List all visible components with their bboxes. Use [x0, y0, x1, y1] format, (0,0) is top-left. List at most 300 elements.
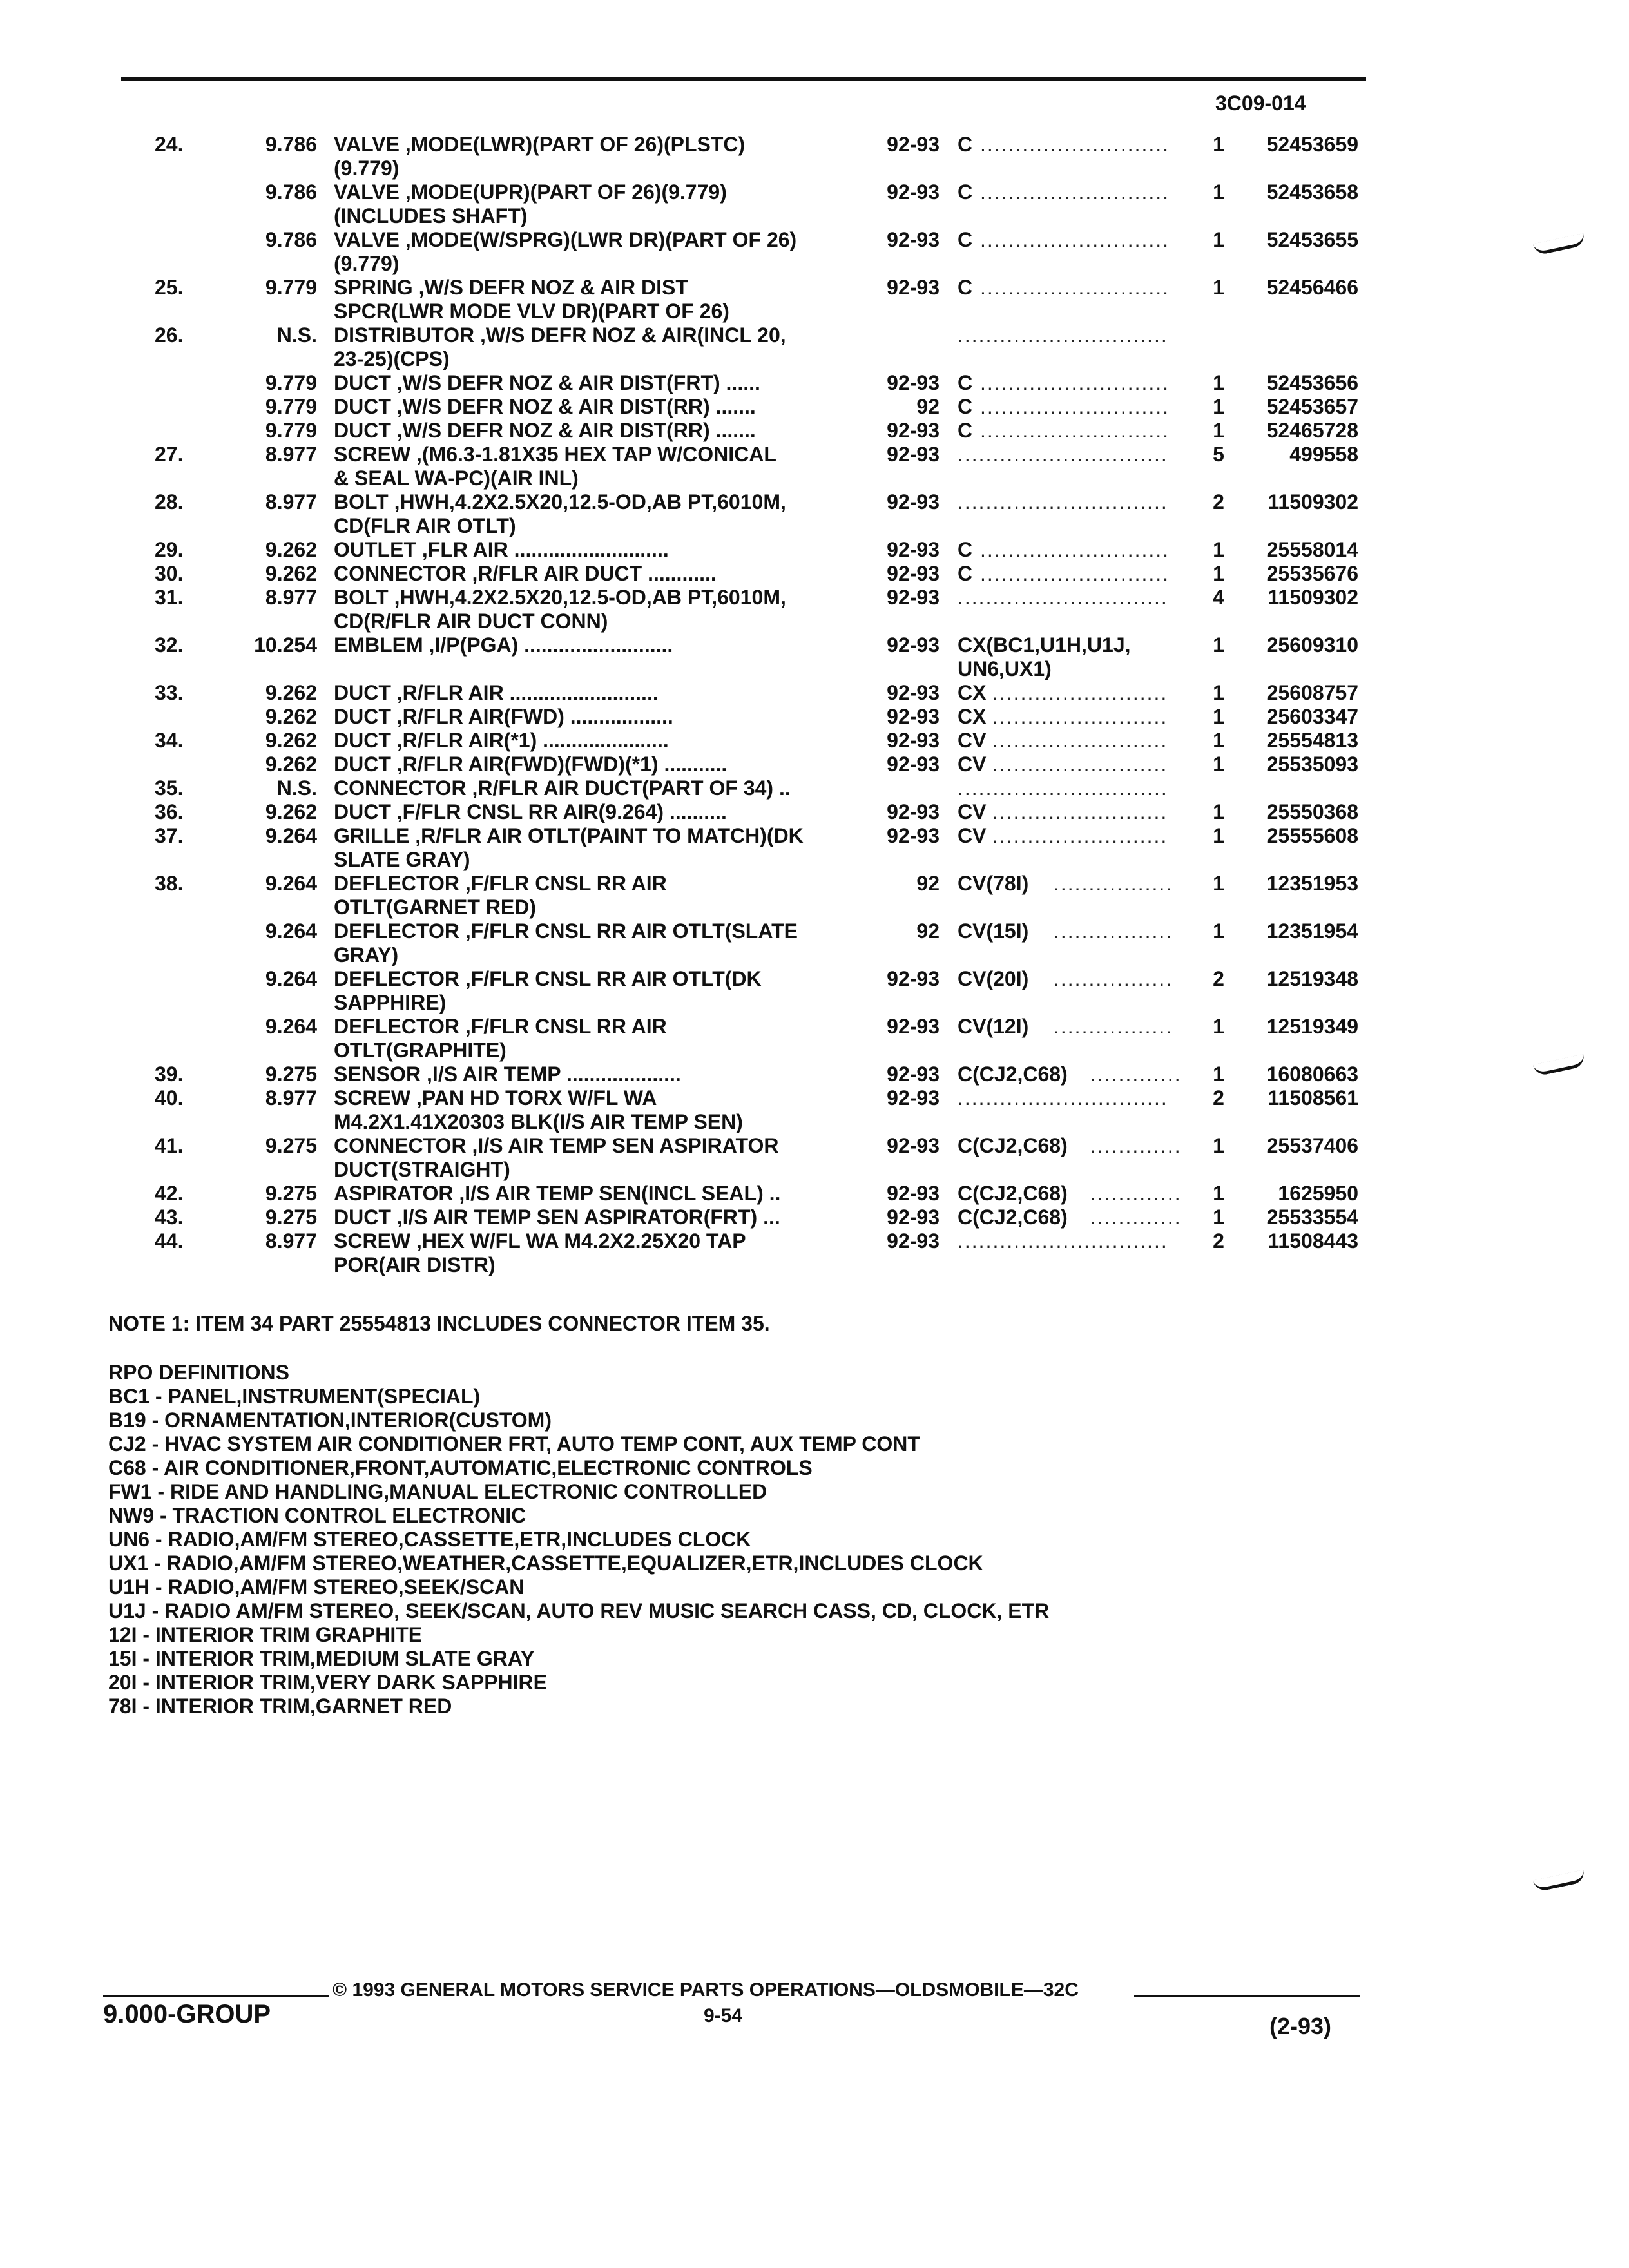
- part-keyword: OUTLET: [334, 538, 416, 561]
- leader-dots: .................: [1054, 1015, 1173, 1038]
- part-number: 25603347: [1266, 705, 1358, 728]
- footer-page-number: 9-54: [704, 2005, 743, 2026]
- rpo-item: UN6 - RADIO,AM/FM STEREO,CASSETTE,ETR,INCLUDES CLOCK: [108, 1528, 751, 1551]
- part-description: [334, 1039, 506, 1062]
- part-desc-text: ,R/FLR AIR(FWD)(FWD)(*1) ...........: [390, 753, 728, 776]
- part-keyword: DUCT: [334, 705, 391, 728]
- part-description: [334, 872, 667, 896]
- part-row: [0, 800, 1629, 824]
- part-desc-text: ,F/FLR CNSL RR AIR(9.264) ..........: [390, 800, 727, 823]
- part-number: 52453655: [1266, 228, 1358, 251]
- part-desc-text: ,HWH,4.2X2.5X20,12.5-OD,AB PT,6010M,: [388, 586, 786, 609]
- part-desc-text: ,F/FLR CNSL RR AIR: [459, 1015, 667, 1038]
- rpo-item: C68 - AIR CONDITIONER,FRONT,AUTOMATIC,ELECTRONIC CONTROLS: [108, 1456, 813, 1479]
- model-years: 92-93: [887, 443, 940, 466]
- part-number: 12519349: [1266, 1015, 1358, 1038]
- item-number: 31.: [155, 586, 184, 609]
- part-number: 25535676: [1266, 562, 1358, 585]
- rpo-item: CJ2 - HVAC SYSTEM AIR CONDITIONER FRT, AUTO TEMP CONT, AUX TEMP CONT: [108, 1432, 920, 1456]
- part-keyword: BOLT: [334, 490, 389, 514]
- item-number: 34.: [155, 729, 184, 752]
- leader-dots: .........................: [992, 824, 1168, 847]
- usage-code: C: [958, 395, 973, 418]
- quantity: 1: [1213, 395, 1224, 418]
- rpo-title: RPO DEFINITIONS: [108, 1361, 289, 1384]
- part-row: [0, 633, 1629, 657]
- parts-list: [0, 133, 1629, 1277]
- part-desc-text: ,W/S DEFR NOZ & AIR DIST: [412, 276, 688, 299]
- leader-dots: ...........................: [980, 276, 1170, 299]
- part-description: [334, 1015, 667, 1039]
- part-row: [0, 133, 1629, 157]
- usage-code: C: [958, 180, 973, 204]
- ref-number: 9.262: [265, 681, 317, 704]
- leader-dots: .............: [1090, 1182, 1182, 1205]
- part-description: [334, 1229, 746, 1253]
- footer-rule-left: [103, 1995, 329, 1997]
- part-row: [0, 848, 1629, 872]
- part-keyword: CONNECTOR: [334, 562, 467, 585]
- part-description: [334, 681, 659, 705]
- ref-number: 9.275: [265, 1182, 317, 1205]
- part-desc-text: ,R/FLR AIR DUCT ............: [466, 562, 717, 585]
- ref-number: 9.779: [265, 276, 317, 299]
- part-keyword: VALVE: [334, 228, 400, 251]
- quantity: 1: [1213, 419, 1224, 442]
- rpo-item: BC1 - PANEL,INSTRUMENT(SPECIAL): [108, 1385, 481, 1408]
- part-description: [334, 1206, 780, 1229]
- part-number: 12351953: [1266, 872, 1358, 895]
- ref-number: 9.264: [265, 872, 317, 895]
- model-years: 92-93: [887, 538, 940, 561]
- part-keyword: ASPIRATOR: [334, 1182, 454, 1205]
- leader-dots: ..............................: [958, 1229, 1168, 1253]
- part-row: [0, 466, 1629, 490]
- part-row: [0, 896, 1629, 919]
- ref-number: 8.977: [265, 586, 317, 609]
- part-number: 25537406: [1266, 1134, 1358, 1157]
- quantity: 1: [1213, 919, 1224, 943]
- part-keyword: VALVE: [334, 133, 400, 156]
- part-row: [0, 252, 1629, 276]
- part-row: [0, 872, 1629, 896]
- leader-dots: ..............................: [958, 586, 1168, 609]
- part-keyword: SENSOR: [334, 1062, 421, 1086]
- part-row: [0, 323, 1629, 347]
- note-text: NOTE 1: ITEM 34 PART 25554813 INCLUDES CONNECTOR ITEM 35.: [108, 1312, 770, 1335]
- quantity: 1: [1213, 133, 1224, 156]
- part-desc-text: ,FLR AIR ...........................: [416, 538, 669, 561]
- part-desc-text: CD(FLR AIR OTLT): [334, 514, 516, 537]
- part-desc-text: ,R/FLR AIR DUCT(PART OF 34) ..: [466, 776, 791, 800]
- part-number: 52465728: [1266, 419, 1358, 442]
- leader-dots: ..............................: [958, 443, 1168, 466]
- part-description: [334, 586, 786, 610]
- part-keyword: DUCT: [334, 800, 391, 823]
- part-desc-text: ,HWH,4.2X2.5X20,12.5-OD,AB PT,6010M,: [388, 490, 786, 514]
- model-years: 92-93: [887, 180, 940, 204]
- part-row: [0, 562, 1629, 586]
- rpo-item: 78I - INTERIOR TRIM,GARNET RED: [108, 1695, 452, 1718]
- part-number: 11508443: [1268, 1229, 1358, 1253]
- part-desc-text: ,MODE(UPR)(PART OF 26)(9.779): [399, 180, 727, 204]
- part-description: [334, 848, 470, 872]
- rpo-item: 20I - INTERIOR TRIM,VERY DARK SAPPHIRE: [108, 1671, 547, 1694]
- part-row: [0, 371, 1629, 395]
- part-keyword: BOLT: [334, 586, 389, 609]
- ref-number: 8.977: [265, 1086, 317, 1110]
- quantity: 2: [1213, 1086, 1224, 1110]
- leader-dots: .................: [1054, 967, 1173, 990]
- rpo-item: U1J - RADIO AM/FM STEREO, SEEK/SCAN, AUTO REV MUSIC SEARCH CASS, CD, CLOCK, ETR: [108, 1599, 1050, 1622]
- part-number: 16080663: [1266, 1062, 1358, 1086]
- quantity: 1: [1213, 276, 1224, 299]
- part-desc-text: ,MODE(LWR)(PART OF 26)(PLSTC): [399, 133, 746, 156]
- part-description: [334, 919, 798, 943]
- rpo-item: U1H - RADIO,AM/FM STEREO,SEEK/SCAN: [108, 1575, 525, 1599]
- part-row: [0, 347, 1629, 371]
- item-number: 43.: [155, 1206, 184, 1229]
- item-number: 24.: [155, 133, 184, 156]
- model-years: 92-93: [887, 1062, 940, 1086]
- ref-number: N.S.: [276, 776, 317, 800]
- part-number: 52456466: [1266, 276, 1358, 299]
- part-row: [0, 204, 1629, 228]
- model-years: 92-93: [887, 729, 940, 752]
- part-number: 11509302: [1268, 586, 1358, 609]
- part-number: 25558014: [1266, 538, 1358, 561]
- ref-number: 9.264: [265, 967, 317, 990]
- part-desc-text: SLATE GRAY): [334, 848, 470, 871]
- part-desc-text: ,F/FLR CNSL RR AIR OTLT(SLATE: [459, 919, 798, 943]
- part-description: [334, 514, 516, 538]
- part-description: [334, 1086, 657, 1110]
- part-description: [334, 157, 399, 180]
- part-description: [334, 180, 727, 204]
- usage-code: C: [958, 133, 973, 156]
- part-row: [0, 1253, 1629, 1277]
- quantity: 1: [1213, 753, 1224, 776]
- item-number: 41.: [155, 1134, 184, 1157]
- part-description: [334, 204, 527, 228]
- leader-dots: .............: [1090, 1062, 1182, 1086]
- part-desc-text: ,F/FLR CNSL RR AIR: [459, 872, 667, 895]
- leader-dots: .........................: [992, 800, 1168, 823]
- part-keyword: DEFLECTOR: [334, 967, 459, 990]
- part-description: [334, 753, 727, 776]
- model-years: 92-93: [887, 1134, 940, 1157]
- part-row: [0, 300, 1629, 323]
- part-row: [0, 610, 1629, 633]
- usage-code: C: [958, 228, 973, 251]
- part-keyword: GRILLE: [334, 824, 410, 847]
- usage-code: C: [958, 276, 973, 299]
- item-number: 44.: [155, 1229, 184, 1253]
- footer-group: 9.000-GROUP: [103, 2000, 271, 2028]
- part-keyword: DUCT: [334, 729, 391, 752]
- part-description: [334, 610, 608, 633]
- ref-number: 9.262: [265, 800, 317, 823]
- model-years: 92-93: [887, 371, 940, 394]
- ref-number: 9.275: [265, 1062, 317, 1086]
- model-years: 92-93: [887, 586, 940, 609]
- ref-number: 10.254: [254, 633, 317, 657]
- top-rule: [121, 77, 1366, 81]
- part-description: [334, 347, 450, 371]
- part-row: [0, 1206, 1629, 1229]
- item-number: 35.: [155, 776, 184, 800]
- leader-dots: ...........................: [980, 419, 1170, 442]
- model-years: 92-93: [887, 681, 940, 704]
- part-row: [0, 753, 1629, 776]
- model-years: 92-93: [887, 753, 940, 776]
- item-number: 42.: [155, 1182, 184, 1205]
- leader-dots: ...........................: [980, 562, 1170, 585]
- part-row: [0, 180, 1629, 204]
- part-desc-text: OTLT(GARNET RED): [334, 896, 537, 919]
- quantity: 2: [1213, 490, 1224, 514]
- part-keyword: EMBLEM: [334, 633, 423, 657]
- rpo-item: UX1 - RADIO,AM/FM STEREO,WEATHER,CASSETTE,EQUALIZER,ETR,INCLUDES CLOCK: [108, 1552, 983, 1575]
- ref-number: 9.262: [265, 729, 317, 752]
- rpo-item: NW9 - TRACTION CONTROL ELECTRONIC: [108, 1504, 526, 1527]
- part-keyword: SCREW: [334, 443, 411, 466]
- quantity: 1: [1213, 729, 1224, 752]
- part-row: [0, 395, 1629, 419]
- part-description: [334, 896, 536, 919]
- part-row: [0, 228, 1629, 252]
- item-number: 29.: [155, 538, 184, 561]
- model-years: 92-93: [887, 1086, 940, 1110]
- part-description: [334, 1253, 496, 1277]
- ref-number: 8.977: [265, 1229, 317, 1253]
- part-number: 499558: [1289, 443, 1358, 466]
- rpo-item: 12I - INTERIOR TRIM GRAPHITE: [108, 1623, 423, 1646]
- part-row: [0, 657, 1629, 681]
- part-desc-text: ,(M6.3-1.81X35 HEX TAP W/CONICAL: [410, 443, 776, 466]
- leader-dots: .........................: [992, 753, 1168, 776]
- quantity: 1: [1213, 824, 1224, 847]
- part-desc-text: (9.779): [334, 157, 400, 180]
- part-row: [0, 1062, 1629, 1086]
- quantity: 1: [1213, 1182, 1224, 1205]
- model-years: 92-93: [887, 633, 940, 657]
- item-number: 26.: [155, 323, 184, 347]
- ref-number: 9.262: [265, 538, 317, 561]
- part-row: [0, 967, 1629, 991]
- ref-number: 8.977: [265, 490, 317, 514]
- ref-number: 9.786: [265, 180, 317, 204]
- part-row: [0, 490, 1629, 514]
- leader-dots: ...........................: [980, 180, 1170, 204]
- rpo-definitions: [108, 1361, 1049, 1718]
- part-description: [334, 705, 673, 729]
- part-row: [0, 1039, 1629, 1062]
- part-keyword: CONNECTOR: [334, 776, 467, 800]
- leader-dots: ..............................: [958, 323, 1168, 347]
- part-row: [0, 1158, 1629, 1182]
- item-number: 33.: [155, 681, 184, 704]
- part-row: [0, 1134, 1629, 1158]
- quantity: 1: [1213, 1062, 1224, 1086]
- part-number: 12351954: [1266, 919, 1358, 943]
- ref-number: 9.262: [265, 753, 317, 776]
- part-description: [334, 1134, 778, 1158]
- part-number: 25554813: [1266, 729, 1358, 752]
- item-number: 27.: [155, 443, 184, 466]
- part-keyword: CONNECTOR: [334, 1134, 467, 1157]
- part-description: [334, 776, 791, 800]
- model-years: 92: [916, 395, 940, 418]
- part-description: [334, 228, 796, 252]
- model-years: 92: [916, 919, 940, 943]
- item-number: 40.: [155, 1086, 184, 1110]
- part-desc-text: ,MODE(W/SPRG)(LWR DR)(PART OF 26): [399, 228, 797, 251]
- part-description: [334, 1062, 681, 1086]
- quantity: 1: [1213, 681, 1224, 704]
- part-desc-text: (9.779): [334, 252, 400, 275]
- part-row: [0, 824, 1629, 848]
- part-desc-text: ,R/FLR AIR(FWD) ..................: [390, 705, 673, 728]
- part-desc-text: & SEAL WA-PC)(AIR INL): [334, 466, 579, 490]
- leader-dots: ..............................: [958, 490, 1168, 514]
- leader-dots: ...........................: [980, 228, 1170, 251]
- part-description: [334, 133, 745, 157]
- part-desc-text: SPCR(LWR MODE VLV DR)(PART OF 26): [334, 300, 729, 323]
- part-description: [334, 419, 756, 443]
- item-number: 39.: [155, 1062, 184, 1086]
- part-desc-text: ,W/S DEFR NOZ & AIR DIST(RR) .......: [390, 395, 756, 418]
- usage-code: CX(BC1,U1H,U1J,: [958, 633, 1131, 657]
- usage-code: CV(78I): [958, 872, 1029, 895]
- ref-number: 9.264: [265, 919, 317, 943]
- part-description: [334, 371, 760, 395]
- leader-dots: ...........................: [980, 371, 1170, 394]
- footer-date: (2-93): [1269, 2013, 1332, 2039]
- part-description: [334, 538, 669, 562]
- part-description: [334, 633, 673, 657]
- quantity: 4: [1213, 586, 1224, 609]
- quantity: 1: [1213, 228, 1224, 251]
- part-description: [334, 466, 579, 490]
- part-description: [334, 276, 688, 300]
- part-description: [334, 1110, 743, 1134]
- part-keyword: VALVE: [334, 180, 400, 204]
- usage-code: CV(15I): [958, 919, 1029, 943]
- part-description: [334, 1158, 510, 1182]
- part-row: [0, 586, 1629, 610]
- leader-dots: ..............................: [958, 1086, 1168, 1110]
- usage-code: CV: [958, 753, 987, 776]
- part-number: 25555608: [1266, 824, 1358, 847]
- margin-mark: [1533, 1870, 1586, 1892]
- model-years: 92-93: [887, 705, 940, 728]
- model-years: 92-93: [887, 800, 940, 823]
- part-number: 25608757: [1266, 681, 1358, 704]
- usage-code: CV: [958, 800, 987, 823]
- part-number: 12519348: [1266, 967, 1358, 990]
- rpo-item: 15I - INTERIOR TRIM,MEDIUM SLATE GRAY: [108, 1647, 535, 1670]
- part-keyword: DUCT: [334, 371, 391, 394]
- model-years: 92-93: [887, 1182, 940, 1205]
- leader-dots: .............: [1090, 1134, 1182, 1157]
- model-years: 92-93: [887, 1206, 940, 1229]
- part-desc-text: CD(R/FLR AIR DUCT CONN): [334, 610, 608, 633]
- part-desc-text: ,W/S DEFR NOZ & AIR(INCL 20,: [474, 323, 786, 347]
- part-description: [334, 991, 446, 1015]
- leader-dots: .............: [1090, 1206, 1182, 1229]
- part-desc-text: DUCT(STRAIGHT): [334, 1158, 510, 1181]
- part-description: [334, 943, 398, 967]
- quantity: 2: [1213, 967, 1224, 990]
- part-description: [334, 800, 727, 824]
- leader-dots: ...........................: [980, 133, 1170, 156]
- part-keyword: DUCT: [334, 395, 391, 418]
- usage-code: C: [958, 419, 973, 442]
- model-years: 92-93: [887, 419, 940, 442]
- usage-code: UN6,UX1): [958, 657, 1052, 680]
- quantity: 1: [1213, 633, 1224, 657]
- leader-dots: .................: [1054, 919, 1173, 943]
- usage-code: C(CJ2,C68): [958, 1062, 1068, 1086]
- part-row: [0, 705, 1629, 729]
- part-desc-text: GRAY): [334, 943, 399, 966]
- part-number: 52453657: [1266, 395, 1358, 418]
- part-desc-text: SAPPHIRE): [334, 991, 447, 1014]
- part-row: [0, 776, 1629, 800]
- usage-code: CV(12I): [958, 1015, 1029, 1038]
- part-desc-text: ,W/S DEFR NOZ & AIR DIST(RR) .......: [390, 419, 756, 442]
- model-years: 92-93: [887, 562, 940, 585]
- ref-number: 9.779: [265, 419, 317, 442]
- quantity: 1: [1213, 180, 1224, 204]
- model-years: 92-93: [887, 967, 940, 990]
- part-keyword: SPRING: [334, 276, 413, 299]
- part-number: 52453658: [1266, 180, 1358, 204]
- usage-code: CX: [958, 705, 987, 728]
- item-number: 25.: [155, 276, 184, 299]
- part-keyword: DUCT: [334, 1206, 391, 1229]
- part-desc-text: ,PAN HD TORX W/FL WA: [410, 1086, 657, 1110]
- usage-code: C(CJ2,C68): [958, 1182, 1068, 1205]
- model-years: 92-93: [887, 1229, 940, 1253]
- part-description: [334, 1182, 780, 1206]
- part-desc-text: ,R/FLR AIR ..........................: [390, 681, 659, 704]
- item-number: 32.: [155, 633, 184, 657]
- part-desc-text: ,W/S DEFR NOZ & AIR DIST(FRT) ......: [390, 371, 760, 394]
- part-description: [334, 443, 776, 466]
- quantity: 1: [1213, 705, 1224, 728]
- usage-code: C(CJ2,C68): [958, 1134, 1068, 1157]
- part-number: 25609310: [1266, 633, 1358, 657]
- part-description: [334, 252, 399, 276]
- model-years: 92-93: [887, 133, 940, 156]
- model-years: 92-93: [887, 824, 940, 847]
- part-row: [0, 1229, 1629, 1253]
- ref-number: 9.786: [265, 133, 317, 156]
- model-years: 92-93: [887, 490, 940, 514]
- part-description: [334, 967, 762, 991]
- quantity: 1: [1213, 1206, 1224, 1229]
- part-description: [334, 395, 756, 419]
- leader-dots: ..............................: [958, 776, 1168, 800]
- leader-dots: .........................: [992, 681, 1168, 704]
- part-desc-text: ,F/FLR CNSL RR AIR OTLT(DK: [459, 967, 762, 990]
- item-number: 37.: [155, 824, 184, 847]
- part-row: [0, 1110, 1629, 1134]
- ref-number: 9.275: [265, 1206, 317, 1229]
- part-number: 25550368: [1266, 800, 1358, 823]
